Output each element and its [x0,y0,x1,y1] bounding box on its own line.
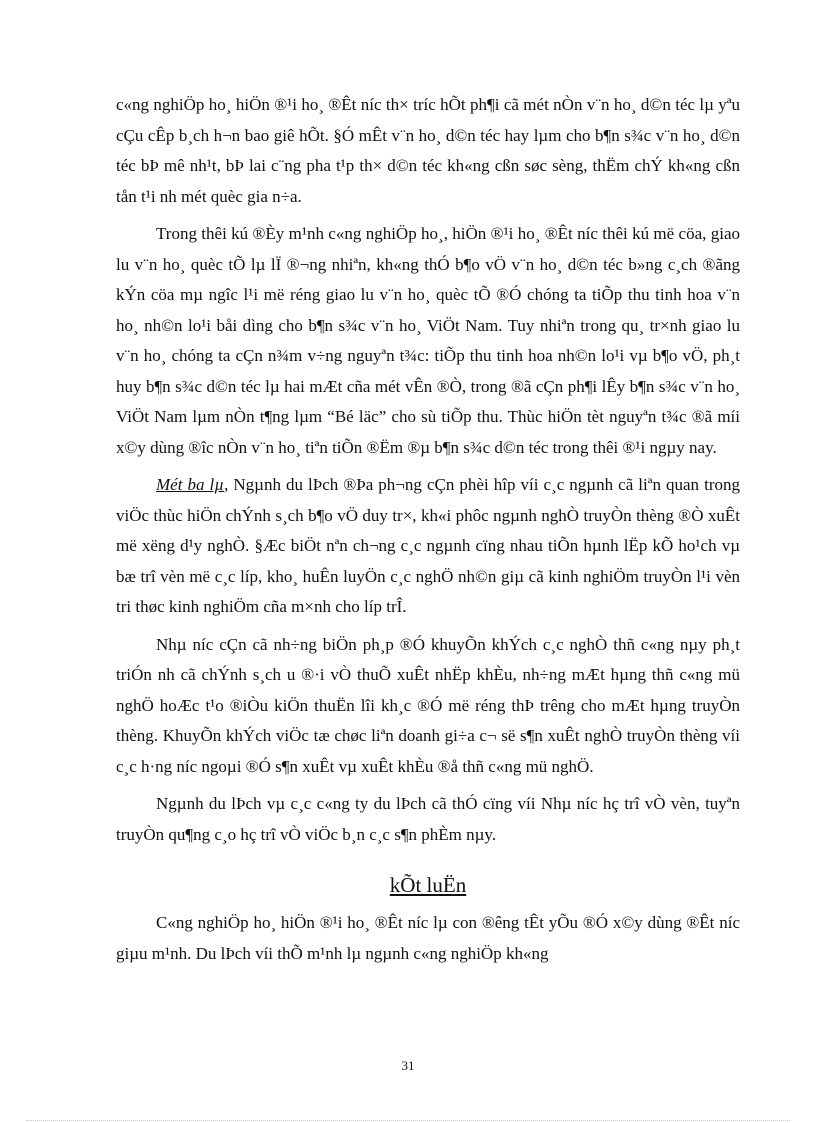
paragraph-section-three [116,470,740,623]
section-three-text: , Ngµnh du lÞch ®Þa ph¬ng cÇn phèi hîp víi c¸c ngµnh cã liªn quan trong viÖc thùc hiÖn chÝnh s¸ch b¶o vÖ duy tr×, kh«i phôc ngµnh nghÒ truyÒn thèng ®Ò xuÊt më xëng d¹y nghÒ. §Æc biÖt nªn ch¬ng c¸c ngµnh cïng nhau tiÕn hµnh lËp kÕ ho¹ch vµ bæ trî vèn më c¸c líp, kho¸ huÊn luyÖn c¸c nghÖ nh©n giµ cã kinh nghiÖm truyÒn l¹i vèn tri thøc kinh nghiÖm cña m×nh cho líp trÎ. [116,475,740,616]
paragraph-state-policy: Nhµ níc cÇn cã nh÷ng biÖn ph¸p ®Ó khuyÕn khÝch c¸c nghÒ thñ c«ng nµy ph¸t triÓn nh cã chÝnh s¸ch u ®·i vÒ thuÕ xuÊt nhËp khÈu, nh÷ng mÆt hµng thñ c«ng mü nghÖ hoÆc t¹o ®iÒu kiÖn thuËn lîi kh¸c ®Ó më réng thÞ trêng cho mÆt hµng truyÒn thèng. KhuyÕn khÝch viÖc tæ chøc liªn doanh gi÷a c¬ së s¶n xuÊt nghÒ truyÒn thèng víi c¸c h·ng níc ngoµi ®Ó s¶n xuÊt vµ xuÊt khÈu ®å thñ c«ng mü nghÖ. [116,634,740,776]
paragraph-tourism-companies: Ngµnh du lÞch vµ c¸c c«ng ty du lÞch cã thÓ cïng víi Nhµ níc hç trî vÒ vèn, tuyªn truyÒn qu¶ng c¸o hç trî vÒ viÖc b¸n c¸c s¶n phÈm nµy. [116,794,740,844]
conclusion-heading: kÕt luËn [389,873,467,897]
paragraph-cultural-exchange: Trong thêi kú ®Èy m¹nh c«ng nghiÖp ho¸, hiÖn ®¹i ho¸ ®Êt níc thêi kú më cöa, giao lu v¨n ho¸ quèc tÕ lµ lÏ ®¬ng nhiªn, kh«ng thÓ b¶o vÖ v¨n ho¸ d©n téc b»ng c¸ch ®ãng kÝn cöa mµ ngîc l¹i më réng giao lu v¨n ho¸ quèc tÕ ®Ó chóng ta tiÕp thu tinh hoa v¨n ho¸ nh©n lo¹i båi dìng cho b¶n s¾c v¨n ho¸ ViÖt Nam. Tuy nhiªn trong qu¸ tr×nh giao lu v¨n ho¸ chóng ta cÇn n¾m v÷ng nguyªn t¾c: tiÕp thu tinh hoa nh©n lo¹i vµ b¶o vÖ, ph¸t huy b¶n s¾c d©n téc lµ hai mÆt cña mét vÊn ®Ò, trong ®ã cÇn ph¶i lÊy b¶n s¾c v¨n ho¸ ViÖt Nam lµm nÒn t¶ng lµm “Bé läc” cho sù tiÕp thu. Thùc hiÖn tèt nguyªn t¾c ®ã míi x©y dùng ®îc nÒn v¨n ho¸ tiªn tiÕn ®Ëm ®µ b¶n s¾c d©n téc trong thêi ®¹i ngµy nay. [116,224,740,457]
page-body [116,90,740,969]
page-bottom-divider [26,1120,790,1121]
paragraph-conclusion: C«ng nghiÖp ho¸ hiÖn ®¹i ho¸ ®Êt níc lµ con ®êng tÊt yÕu ®Ó x©y dùng ®Êt níc giµu m¹nh. Du lÞch víi thÕ m¹nh lµ ngµnh c«ng nghiÖp kh«ng [116,913,740,963]
section-three-lead: Mét ba lµ [156,475,225,494]
paragraph-continuation: c«ng nghiÖp ho¸ hiÖn ®¹i ho¸ ®Êt níc th× tríc hÕt ph¶i cã mét nÒn v¨n ho¸ d©n téc lµ yªu cÇu cÊp b¸ch h¬n bao giê hÕt. §Ó mÊt v¨n ho¸ d©n téc hay lµm cho b¶n s¾c v¨n ho¸ d©n téc bÞ mê nh¹t, bÞ lai c¨ng pha t¹p th× d©n téc kh«ng cßn søc sèng, thËm chÝ kh«ng cßn tån t¹i nh mét quèc gia n÷a. [116,95,740,206]
page-number: 31 [401,1058,415,1073]
